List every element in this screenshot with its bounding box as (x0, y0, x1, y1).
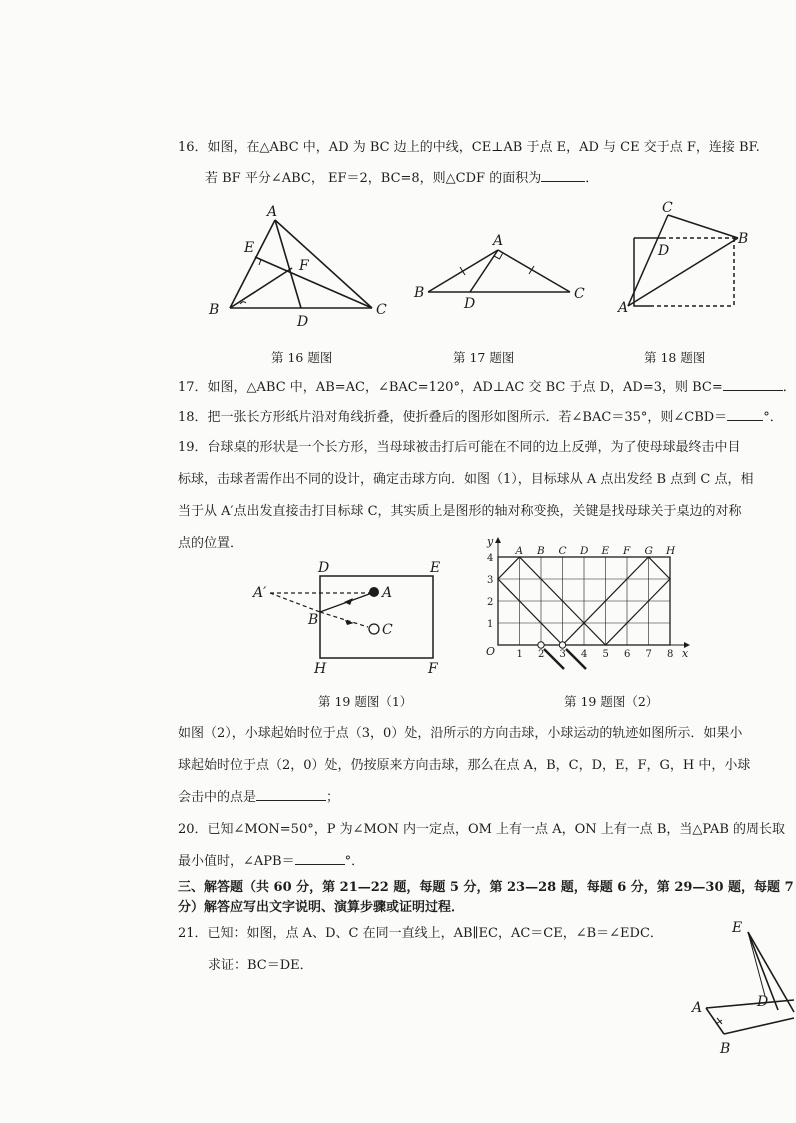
q20-answer-blank[interactable] (295, 864, 345, 865)
x-tick-2: 2 (538, 649, 545, 660)
q16-line2-text: 若 BF 平分∠ABC， EF＝2，BC=8，则△CDF 的面积为 (205, 171, 542, 186)
fig17-caption: 第 17 题图 (453, 350, 515, 365)
q18-end: °． (763, 410, 783, 425)
q16-line1: 16．如图，在△ABC 中，AD 为 BC 边上的中线，CE⊥AB 于点 E，AD 与 CE 交于点 F，连接 BF. (178, 140, 760, 155)
q17-answer-blank[interactable] (723, 390, 783, 391)
seg-BF (230, 268, 292, 308)
fig21-label-B: B (720, 1041, 731, 1057)
top-label-H: H (666, 545, 676, 557)
seg-AC (706, 1000, 794, 1008)
q19-cont3-end: ； (326, 790, 340, 805)
y-tick-labels (487, 553, 493, 630)
y-axis-arrow (495, 537, 501, 543)
y-tick-4: 4 (487, 553, 494, 564)
seg-E-inner (748, 932, 765, 996)
fig19a-label-E: E (430, 560, 441, 576)
fig16-caption: 第 16 题图 (271, 350, 333, 365)
q18-text: 18．把一张长方形纸片沿对角线折叠，使折叠后的图形如图所示．若∠BAC＝35°，则∠CBD＝ (178, 410, 728, 425)
q19-cont3-text: 会击中的点是 (178, 790, 257, 805)
x-tick-5: 5 (602, 649, 609, 660)
q19-cont3 (178, 788, 339, 808)
q16-line2 (205, 169, 598, 189)
q16-answer-blank[interactable] (541, 181, 585, 182)
q17-line (178, 378, 796, 398)
q21-line1: 21．已知：如图，点 A、D、C 在同一直线上，AB∥EC，AC＝CE，∠B＝∠EDC． (178, 926, 663, 941)
x-tick-4: 4 (581, 649, 588, 660)
fig21-label-D: D (757, 994, 769, 1010)
x-tick-3: 3 (559, 649, 566, 660)
ball-C (369, 624, 379, 634)
y-axis-label: y (487, 535, 494, 548)
fig17-label-C: C (574, 286, 585, 302)
fig21-label-A: A (692, 1000, 703, 1016)
q21-line2: 求证：BC＝DE． (208, 958, 313, 973)
arrow-A-to-B (344, 598, 353, 605)
fig17-label-A: A (493, 233, 504, 249)
fig16-label-E: E (244, 240, 255, 256)
section3-line1: 三、解答题（共 60 分，第 21—22 题，每题 5 分，第 23—28 题，每题 6 分，第 29—30 题，每题 7 (178, 880, 794, 895)
q19-line3: 当于从 A′点出发直接击打目标球 C，其实质上是图形的轴对称变换，关键是找母球关于桌边的对称 (178, 504, 742, 519)
q20-line2-text: 最小值时，∠APB＝ (178, 854, 295, 869)
q19-cont1: 如图（2），小球起始时位于点（3，0）处，沿所示的方向击球，小球运动的轨迹如图所示．如果小 (178, 726, 743, 741)
y-tick-3: 3 (487, 575, 494, 586)
top-label-A: A (515, 545, 524, 557)
q18-line (178, 408, 783, 428)
q17-end: ． (782, 380, 796, 395)
fig19a-caption: 第 19 题图（1） (318, 694, 413, 709)
fig18-label-B: B (738, 231, 749, 247)
fig17-label-D: D (464, 296, 476, 312)
q20-end: °． (344, 854, 365, 869)
seg-AC (498, 250, 570, 292)
top-label-F: F (623, 545, 631, 557)
fig16-label-C: C (376, 302, 387, 318)
x-tick-7: 7 (645, 649, 652, 660)
angle-mark-B (240, 302, 246, 304)
q18-answer-blank[interactable] (727, 420, 763, 421)
fig19a-label-F: F (428, 661, 438, 677)
origin-label: O (486, 645, 496, 658)
q19-line1: 19．台球桌的形状是一个长方形，当母球被击打后可能在不同的边上反弹，为了使母球最终击中目 (178, 440, 741, 455)
x-tick-6: 6 (624, 649, 631, 660)
top-label-E: E (601, 545, 610, 557)
fig18-caption: 第 18 题图 (644, 350, 706, 365)
seg-AB (230, 220, 275, 308)
top-point-labels (515, 545, 677, 557)
seg-AC (275, 220, 372, 308)
start-point-3-0 (559, 642, 565, 648)
fig17-label-B: B (414, 285, 425, 301)
section3-line2: 分）解答应写出文字说明、演算步骤或证明过程． (178, 900, 465, 915)
x-axis-label: x (682, 647, 689, 660)
figure-19-2 (478, 535, 694, 685)
q17-text: 17．如图，△ABC 中，AB=AC，∠BAC=120°，AD⊥AC 交 BC 于点 D，AD=3，则 BC= (178, 380, 723, 395)
seg-BC (724, 1018, 794, 1034)
fig16-label-A: A (267, 204, 278, 220)
fig21-label-E: E (732, 920, 743, 936)
figure-18 (612, 198, 772, 316)
y-tick-1: 1 (487, 619, 494, 630)
fig16-label-D: D (297, 314, 309, 330)
fig18-label-A: A (618, 300, 629, 316)
fig18-label-C: C (662, 200, 673, 216)
seg-AD (275, 220, 301, 308)
figure-21 (690, 914, 794, 1060)
x-tick-8: 8 (667, 649, 674, 660)
start-point-2-0 (538, 642, 544, 648)
rect-visible-edge (634, 238, 650, 306)
q19-answer-blank[interactable] (256, 800, 326, 801)
figure-19-1 (250, 556, 450, 676)
fig19b-caption: 第 19 题图（2） (564, 694, 659, 709)
fig16-label-F: F (299, 258, 309, 274)
seg-AD (470, 250, 498, 292)
q19-line2: 标球，击球者需作出不同的设计，确定击球方向．如图（1），目标球从 A 点出发经 B 点到 C 点，相 (178, 472, 754, 487)
fig19a-label-D: D (318, 560, 330, 576)
x-tick-labels (517, 649, 674, 660)
ball-A (369, 587, 379, 597)
fig19a-label-C: C (382, 622, 393, 638)
q19-line4: 点的位置． (178, 536, 244, 551)
path-B-C (320, 612, 368, 627)
q20-line1: 20．已知∠MON=50°，P 为∠MON 内一定点，OM 上有一点 A，ON 上有一点 B，当△PAB 的周长取 (178, 822, 786, 837)
top-label-C: C (558, 545, 567, 557)
q20-line2 (178, 852, 364, 872)
seg-CB (668, 215, 738, 238)
q19-cont2: 球起始时位于点（2，0）处，仍按原来方向击球，那么在点 A，B，C，D，E，F，G，H 中，小球 (178, 758, 751, 773)
fig19a-label-A: A (382, 585, 393, 601)
figure-16 (200, 200, 400, 330)
q16-end: ． (585, 171, 599, 186)
top-label-D: D (580, 545, 589, 557)
top-label-G: G (644, 545, 653, 557)
angle-mark-B (716, 1018, 722, 1024)
seg-CE (255, 257, 372, 308)
top-label-B: B (537, 545, 545, 557)
y-tick-2: 2 (487, 597, 494, 608)
figure-17 (410, 228, 595, 318)
fig19a-label-B: B (308, 612, 319, 628)
fig16-label-B: B (209, 302, 220, 318)
fig19a-label-H: H (314, 661, 327, 677)
fig18-label-D: D (658, 243, 670, 259)
line-A1-B (270, 593, 320, 612)
x-tick-1: 1 (516, 649, 523, 660)
seg-AB-diagonal (628, 238, 738, 306)
grid (498, 557, 670, 645)
fig19a-label-A-prime: A′ (253, 585, 267, 601)
